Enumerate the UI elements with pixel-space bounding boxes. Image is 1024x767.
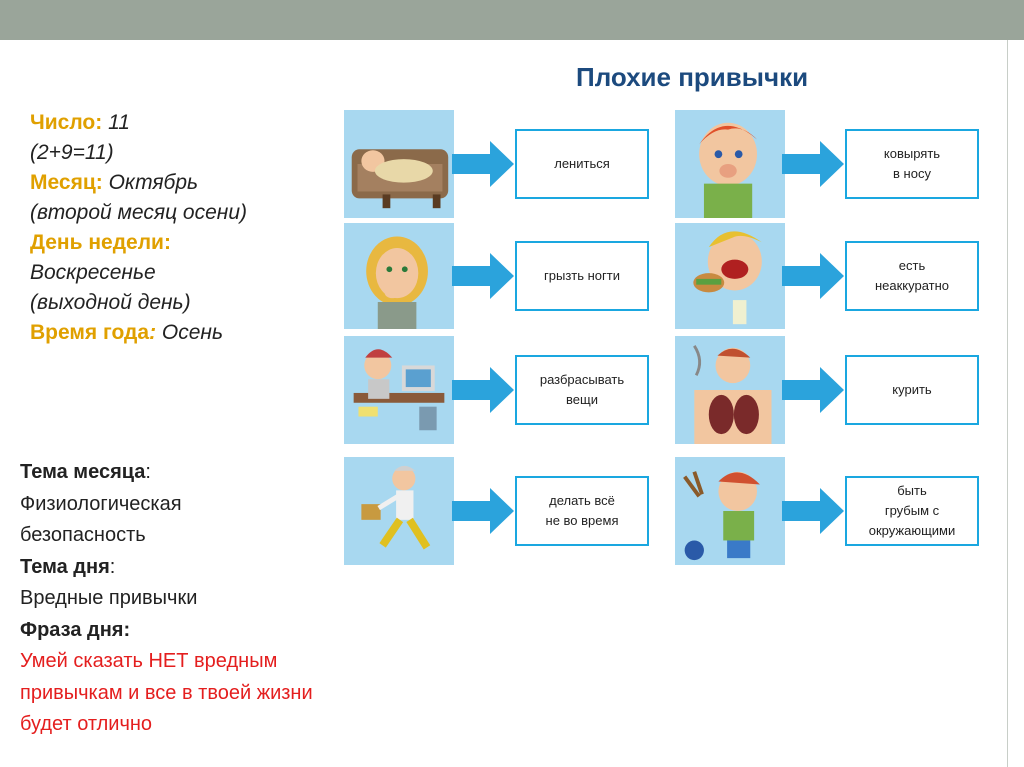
girl-biting-nails-icon [342,221,456,331]
month-theme-line: Тема месяца: [20,461,151,483]
boy-with-slingshot-icon [673,455,787,567]
phrase-label: Фраза дня: [20,618,131,641]
number-line: Число: 11 [30,111,130,134]
date-info-block [30,108,247,348]
arrow-right-icon [782,251,844,301]
theme-block [20,457,365,741]
habit-card: грызть ногти [515,241,649,311]
messy-desk-icon [342,334,456,446]
habit-card: есть неаккуратно [845,241,979,311]
phrase-value: Умей сказать НЕТ вредным привычкам и все в твоей жизни будет отлично [20,650,313,735]
bad-habits-panel [340,62,1006,566]
lazy-person-on-sofa-icon [342,108,456,220]
arrow-right-icon [782,139,844,189]
habit-card: разбрасывать вещи [515,355,649,425]
habit-card: быть грубым с окружающими [845,476,979,546]
arrow-right-icon [782,486,844,536]
slide-top-bar [0,0,1024,40]
season-line: Время года: Осень [30,321,224,344]
arrow-right-icon [452,251,514,301]
number-calc: (2+9=11) [30,141,114,164]
arrow-right-icon [452,486,514,536]
habit-card: ковырять в носу [845,129,979,199]
month-line: Месяц: Октябрь [30,171,199,194]
arrow-right-icon [782,365,844,415]
weekday-value: Воскресенье [30,261,156,284]
habit-card: курить [845,355,979,425]
month-note: (второй месяц осени) [30,201,248,224]
weekday-note: (выходной день) [30,291,191,314]
smoking-lungs-icon [673,334,787,446]
habit-card: делать всё не во время [515,476,649,546]
slide-right-edge [1007,40,1008,767]
month-theme-value: Физиологическая безопасность [20,492,182,546]
day-theme-value: Вредные привычки [20,587,198,609]
arrow-right-icon [452,139,514,189]
arrow-right-icon [452,365,514,415]
day-theme-line: Тема дня: [20,555,116,578]
boy-eating-messily-icon [673,221,787,331]
panel-title: Плохие привычки [576,62,809,92]
running-man-icon [342,455,456,567]
weekday-label: День недели: [30,231,171,254]
boy-picking-nose-icon [673,108,787,220]
habit-card: лениться [515,129,649,199]
